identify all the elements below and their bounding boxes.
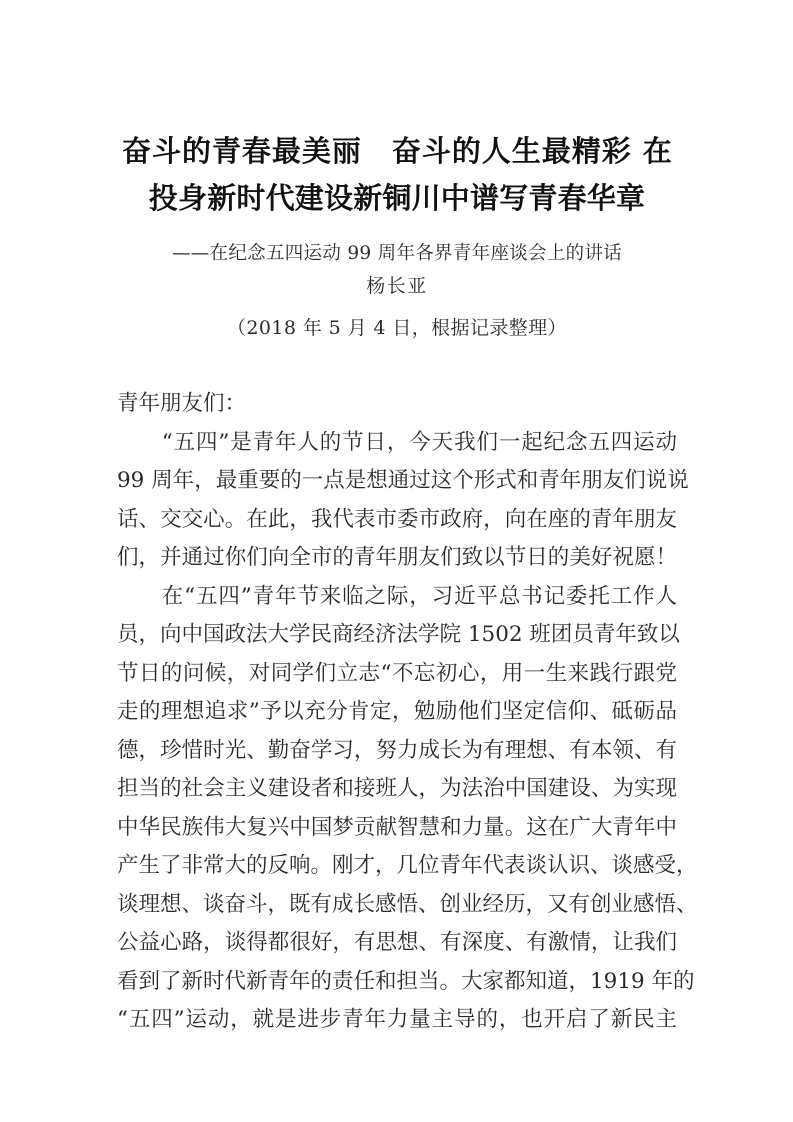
body-line: 中华民族伟大复兴中国梦贡献智慧和力量。这在广大青年中 bbox=[117, 814, 677, 840]
body-line: 在“五四”青年节来临之际，习近平总书记委托工作人 bbox=[117, 583, 677, 609]
title-line-2: 投身新时代建设新铜川中谱写青春华章 bbox=[148, 181, 646, 215]
body-line: 看到了新时代新青年的责任和担当。大家都知道，1919 年的 bbox=[117, 968, 695, 994]
body-line: 德，珍惜时光、勤奋学习，努力成长为有理想、有本领、有 bbox=[117, 737, 677, 763]
body-line: “五四”运动，就是进步青年力量主导的，也开启了新民主 bbox=[117, 1007, 677, 1032]
document-title bbox=[108, 128, 686, 222]
body-line: 担当的社会主义建设者和接班人，为法治中国建设、为实现 bbox=[117, 776, 677, 801]
body-line: 走的理想追求”予以充分肯定，勉励他们坚定信仰、砥砺品 bbox=[117, 699, 677, 724]
body-line: 谈理想、谈奋斗，既有成长感悟、创业经历，又有创业感悟、 bbox=[117, 891, 698, 917]
body-line: 节日的问候，对同学们立志“不忘初心，用一生来践行跟党 bbox=[117, 660, 677, 686]
document-dateline: （2018 年 5 月 4 日，根据记录整理） bbox=[227, 317, 567, 339]
title-line-1: 奋斗的青春最美丽 奋斗的人生最精彩 在 bbox=[122, 134, 672, 168]
document-body bbox=[117, 385, 698, 1040]
document-subtitle: ——在纪念五四运动 99 周年各界青年座谈会上的讲话 bbox=[171, 243, 623, 264]
body-line: 99 周年，最重要的一点是想通过这个形式和青年朋友们说说 bbox=[117, 468, 689, 493]
body-line: 话、交交心。在此，我代表市委市政府，向在座的青年朋友 bbox=[117, 506, 677, 532]
document-author: 杨长亚 bbox=[366, 275, 428, 297]
body-line: 们，并通过你们向全市的青年朋友们致以节日的美好祝愿！ bbox=[117, 545, 677, 570]
body-line: 员，向中国政法大学民商经济法学院 1502 班团员青年致以 bbox=[117, 622, 680, 647]
body-line: 产生了非常大的反响。刚才，几位青年代表谈认识、谈感受， bbox=[117, 853, 698, 878]
body-line: “五四”是青年人的节日，今天我们一起纪念五四运动 bbox=[117, 429, 677, 455]
body-line: 青年朋友们： bbox=[117, 391, 247, 416]
body-line: 公益心路，谈得都很好，有思想、有深度、有激情，让我们 bbox=[117, 930, 677, 955]
